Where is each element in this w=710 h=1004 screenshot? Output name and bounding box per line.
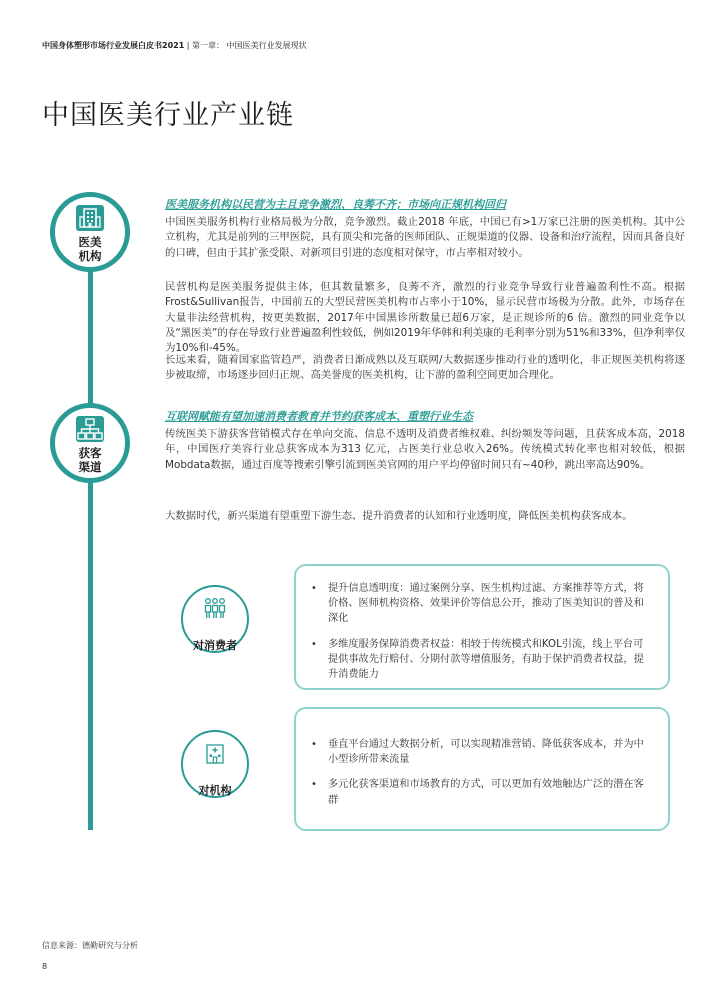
bullet-dot: • [311, 779, 317, 791]
institution-impact-box [294, 707, 670, 831]
institution-node-label: 对机构 [198, 784, 232, 797]
building-icon [76, 205, 104, 231]
bullet-text: 提升信息透明度：通过案例分享、医生机构过滤、方案推荐等方式，将价格、医师机构资格、效果评价等信息公开，推动了医美知识的普及和深化 [328, 583, 644, 625]
section-title: 医美服务机构以民营为主且竞争激烈、良莠不齐；市场向正规机构回归 [165, 198, 506, 211]
node-acquisition-channel [50, 403, 130, 483]
timeline-line [88, 212, 93, 830]
chapter-title: 第一章： 中国医美行业发展现状 [192, 41, 307, 50]
list-item [308, 581, 648, 627]
section-paragraph: 长远来看，随着国家监管趋严，消费者日渐成熟以及互联网/大数据逐步推动行业的透明化，非正规医美机构将逐步被取缔，市场逐步回归正规、高美誉度的医美机构，让下游的盈利空间更加合理化。 [165, 354, 685, 382]
bullet-dot: • [311, 739, 317, 750]
list-item [308, 637, 648, 683]
page-number: 8 [42, 962, 48, 971]
bullet-text: 垂直平台通过大数据分析，可以实现精准营销、降低获客成本，并为中小型诊所带来流量 [328, 739, 644, 766]
section-title: 互联网赋能有望加速消费者教育并节约获客成本、重塑行业生态 [165, 410, 473, 423]
list-item [308, 777, 648, 807]
page-title: 中国医美行业产业链 [42, 100, 294, 131]
section-paragraph: 大数据时代，新兴渠道有望重塑下游生态、提升消费者的认知和行业透明度，降低医美机构获客成本。 [165, 510, 633, 522]
section-paragraph: 民营机构是医美服务提供主体，但其数量繁多，良莠不齐，激烈的行业竞争导致行业普遍盈利性不高。根据Frost&Sullivan报告，中国前五的大型民营医美机构市占率小于10%，显示民营市场极为分散。此外，市场存在大量非法经营机构，按更美数据，2017年中国黑诊所数量已超6万家，是正规诊所的6 倍。激烈的同业竞争以及“黑医美”的存在导致行业普遍盈利性较低，例如2019年华韩和利美康的毛利率分别为51%和33%，但净利率仅为10%和-45%。 [165, 281, 685, 355]
section-paragraph: 中国医美服务机构行业格局极为分散，竞争激烈。截止2018 年底，中国已有>1万家已注册的医美机构。其中公立机构，尤其是前列的三甲医院，具有顶尖和完备的医师团队、正规渠道的仪器、设备和治疗流程，因而具备良好的口碑，但由于其扩张受限、对新项目引进的态度相对保守，市占率相对较小。 [165, 216, 685, 259]
consumer-impact-box [294, 564, 670, 690]
consumer-node-label: 对消费者 [193, 639, 237, 652]
bullet-dot: • [311, 583, 317, 594]
bullet-dot: • [311, 638, 317, 650]
node-label: 医美 机构 [78, 235, 102, 263]
node-medical-institution [50, 192, 130, 272]
hospital-icon [203, 742, 227, 764]
bullet-text: 多元化获客渠道和市场教育的方式，可以更加有效地触达广泛的潜在客群 [328, 779, 644, 806]
people-icon [203, 597, 227, 619]
node-label: 获客 渠道 [78, 446, 102, 474]
network-icon [76, 416, 104, 442]
running-header [42, 40, 307, 51]
section-paragraph: 传统医美下游获客营销模式存在单向交流、信息不透明及消费者维权难、纠纷频发等问题，且获客成本高，2018 年，中国医疗美容行业总获客成本为313 亿元，占医美行业总收入26%。传统模式转化率也相对较低，根据Mobdata数据，通过百度等搜索引擎引流到医美官网的用户平均停留时间只有~40秒，跳出率高达90%。 [165, 428, 685, 471]
source-note: 信息来源：德勤研究与分析 [42, 941, 138, 950]
report-title: 中国身体塑形市场行业发展白皮书2021 [42, 41, 185, 50]
header-separator: | [184, 41, 193, 50]
bullet-text: 多维度服务保障消费者权益：相较于传统模式和KOL引流，线上平台可提供事故先行赔付、分期付款等增值服务，有助于保护消费者权益，提升消费能力 [328, 638, 644, 681]
list-item [308, 737, 648, 767]
